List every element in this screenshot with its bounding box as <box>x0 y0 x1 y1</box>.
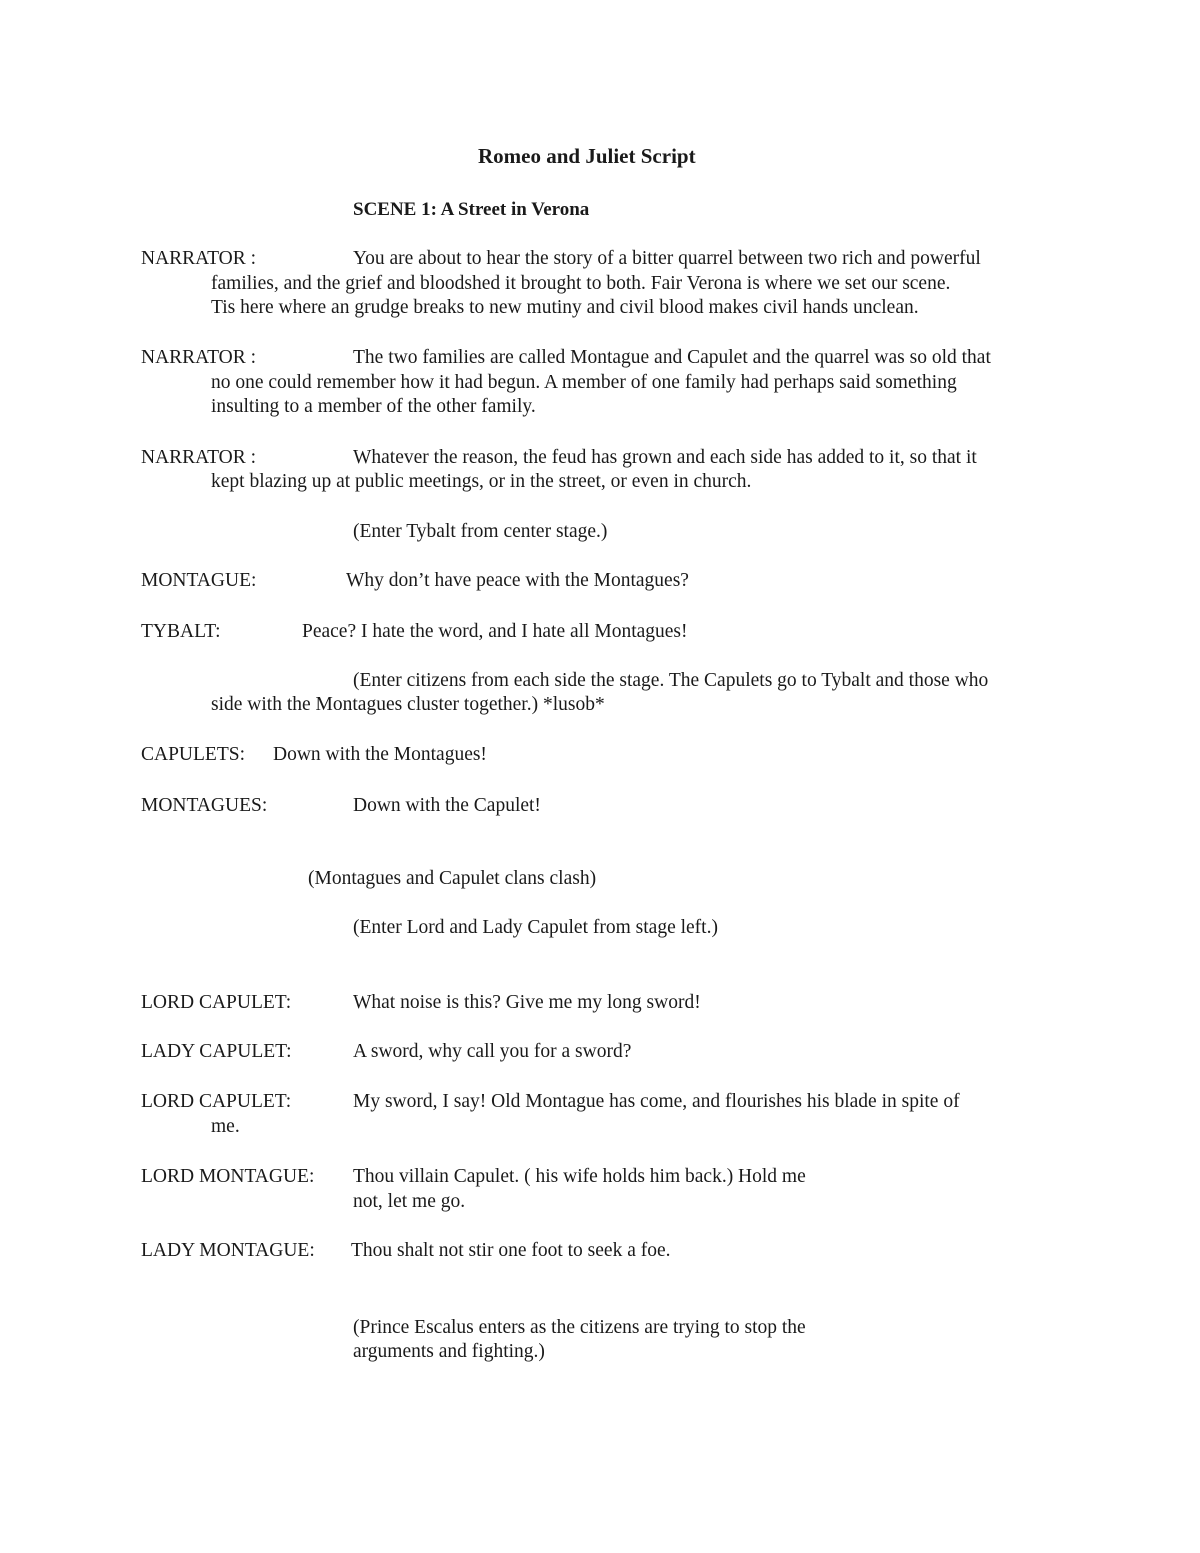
speech-line: You are about to hear the story of a bitter quarrel between two rich and powerful <box>353 248 981 269</box>
speech-line: kept blazing up at public meetings, or in the street, or even in church. <box>211 471 752 492</box>
stage-direction: arguments and fighting.) <box>353 1341 545 1362</box>
speaker-label: NARRATOR : <box>141 248 257 269</box>
speech-line: My sword, I say! Old Montague has come, and flourishes his blade in spite of <box>353 1091 960 1112</box>
speech-line: Peace? I hate the word, and I hate all Montagues! <box>302 621 688 642</box>
speaker-label: NARRATOR : <box>141 447 257 468</box>
speaker-label: LORD CAPULET: <box>141 992 292 1013</box>
speaker-label: TYBALT: <box>141 621 221 642</box>
stage-direction: (Enter Tybalt from center stage.) <box>353 521 608 542</box>
speech-line: What noise is this? Give me my long sword! <box>353 992 701 1013</box>
speaker-label: LORD MONTAGUE: <box>141 1166 315 1187</box>
stage-direction: (Enter citizens from each side the stage. The Capulets go to Tybalt and those who <box>353 670 989 691</box>
speech-line: Whatever the reason, the feud has grown and each side has added to it, so that it <box>353 447 977 468</box>
speech-line: no one could remember how it had begun. A member of one family had perhaps said something <box>211 372 957 393</box>
speech-line: insulting to a member of the other family. <box>211 396 536 417</box>
speaker-label: LADY CAPULET: <box>141 1041 292 1062</box>
speech-line: Down with the Capulet! <box>353 795 541 816</box>
scene-heading: SCENE 1: A Street in Verona <box>353 199 590 220</box>
speaker-label: MONTAGUE: <box>141 570 257 591</box>
speaker-label: CAPULETS: <box>141 744 246 765</box>
speech-line: Thou shalt not stir one foot to seek a foe. <box>351 1240 671 1261</box>
speech-line: Down with the Montagues! <box>273 744 487 765</box>
speech-line: me. <box>211 1116 240 1137</box>
speaker-label: LADY MONTAGUE: <box>141 1240 315 1261</box>
stage-direction: side with the Montagues cluster together.) *lusob* <box>211 694 605 715</box>
speech-line: Thou villain Capulet. ( his wife holds him back.) Hold me <box>353 1166 806 1187</box>
stage-direction: (Enter Lord and Lady Capulet from stage left.) <box>353 917 718 938</box>
page-title: Romeo and Juliet Script <box>478 144 696 168</box>
speaker-label: MONTAGUES: <box>141 795 268 816</box>
speech-line: Tis here where an grudge breaks to new mutiny and civil blood makes civil hands unclean. <box>211 297 919 318</box>
stage-direction: (Prince Escalus enters as the citizens are trying to stop the <box>353 1317 806 1338</box>
speech-line: A sword, why call you for a sword? <box>353 1041 632 1062</box>
speech-line: families, and the grief and bloodshed it brought to both. Fair Verona is where we set our scene. <box>211 273 951 294</box>
speech-line: Why don’t have peace with the Montagues? <box>346 570 689 591</box>
stage-direction: (Montagues and Capulet clans clash) <box>308 868 597 889</box>
speech-line: The two families are called Montague and Capulet and the quarrel was so old that <box>353 347 991 368</box>
speaker-label: NARRATOR : <box>141 347 257 368</box>
speech-line: not, let me go. <box>353 1191 466 1212</box>
speaker-label: LORD CAPULET: <box>141 1091 292 1112</box>
